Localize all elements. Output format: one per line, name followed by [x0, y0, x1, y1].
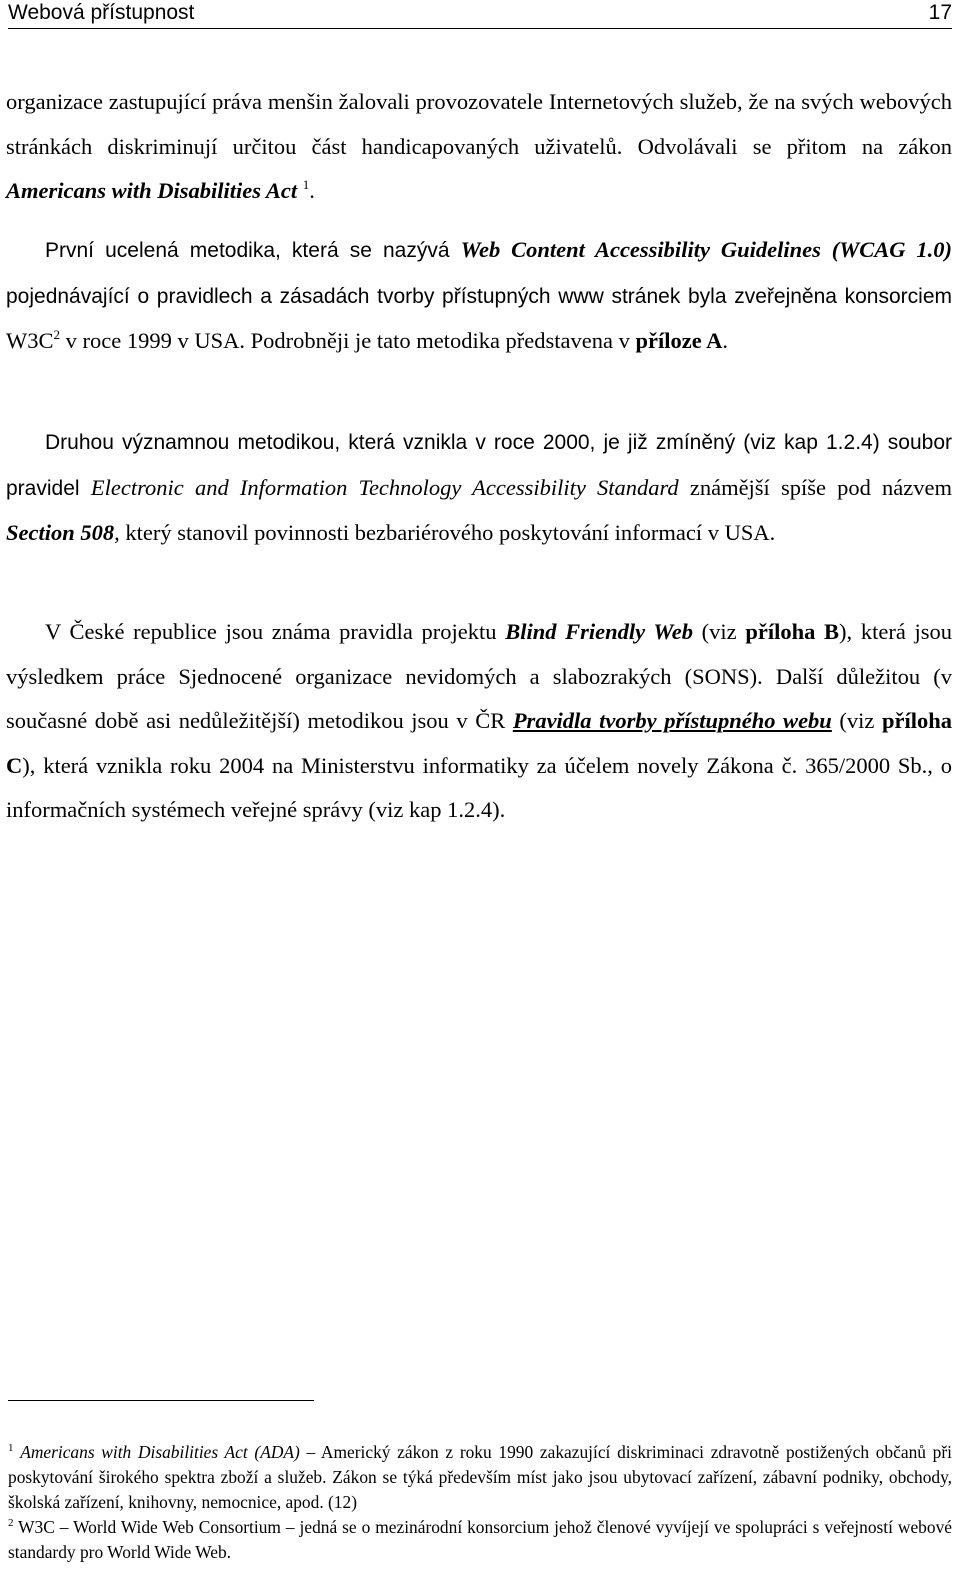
footnote-separator — [8, 1400, 314, 1401]
page-number: 17 — [928, 1, 952, 24]
footnote-1-number: 1 — [8, 1442, 14, 1454]
p4-text-e: ), která jsou výsledkem práce Sjednocené organizace nevidomých a slabozrakých (SONS). Další důležitou (v současné době asi nedůležitější) metodikou jsou v ČR — [6, 619, 952, 733]
p1-text-c: . — [309, 178, 315, 203]
p3-text-e: , který stanovil povinnosti bezbariérového poskytování informací v USA. — [114, 520, 776, 545]
p3-text-c: známější spíše pod názvem — [678, 474, 952, 500]
footnotes — [8, 1440, 952, 1565]
wcag-term: Web Content Accessibility Guidelines (WCAG 1.0) — [460, 237, 953, 262]
footnote-ref-1[interactable]: 1 — [302, 177, 310, 192]
p4-text-g: (viz — [831, 708, 882, 733]
w3c-term: W3C — [6, 328, 54, 353]
p2-text-a: První ucelená metodika, která se nazývá — [45, 239, 461, 262]
footnote-2-number: 2 — [8, 1517, 14, 1529]
pravidla-term: Pravidla tvorby přístupného webu — [512, 708, 832, 733]
appendix-a-link: příloze A — [635, 328, 723, 353]
p4-text-c: (viz — [693, 619, 746, 644]
footnote-2 — [8, 1515, 952, 1565]
p3-text-a: Druhou významnou metodikou, která vznikla v roce 2000, je již zmíněný (viz kap 1.2.4) soubor pravidel — [6, 431, 952, 500]
page-header — [8, 0, 952, 29]
p4-text-i: ), která vznikla roku 2004 na Ministerstvu informatiky za účelem novely Zákona č. 365/2000 Sb., o informačních systémech veřejné správy (viz kap 1.2.4). — [6, 752, 952, 822]
footnote-ref-2[interactable]: 2 — [53, 327, 60, 342]
paragraph-1 — [6, 80, 952, 214]
p2-text-e: v roce 1999 v USA. Podrobněji je tato metodika představena v — [60, 328, 636, 353]
paragraph-4 — [6, 610, 952, 833]
footnote-2-text: – World Wide Web Consortium – jedná se o mezinárodní konsorcium jehož členové vyvíjejí ve spolupráci s veřejností webové standardy pro World Wide Web. — [8, 1517, 952, 1562]
footnote-1 — [8, 1440, 952, 1515]
header-title: Webová přístupnost — [8, 1, 195, 24]
footnote-1-text: – Americký zákon z roku 1990 zakazující diskriminaci zdravotně postižených občanů při poskytování širokého spektra zboží a služeb. Zákon se týká především míst jako jsou ubytovací zařízení, zábavní podniky, obchody, školská zařízení, knihovny, nemocnice, apod. (12) — [8, 1442, 952, 1512]
p2-text-g: . — [722, 328, 728, 353]
eitas-term: Electronic and Information Technology Accessibility Standard — [90, 474, 679, 500]
appendix-b-link: příloha B — [745, 619, 840, 644]
bfw-term: Blind Friendly Web — [505, 619, 693, 644]
p2-text-c: pojednávající o pravidlech a zásadách tvorby přístupných www stránek byla zveřejněna konsorciem — [6, 284, 952, 308]
footnote-2-term: W3C — [18, 1517, 55, 1537]
paragraph-3 — [6, 420, 952, 556]
footnote-1-term: Americans with Disabilities Act (ADA) — [20, 1442, 300, 1462]
section-508-term: Section 508 — [6, 520, 115, 545]
p4-text-a: V České republice jsou známa pravidla projektu — [45, 619, 506, 644]
paragraph-2 — [6, 228, 952, 364]
ada-term: Americans with Disabilities Act — [6, 178, 298, 203]
p1-text-a: organizace zastupující práva menšin žalovali provozovatele Internetových služeb, že na svých webových stránkách diskriminují určitou část handicapovaných uživatelů. Odvolávali se přitom na zákon — [6, 89, 952, 159]
appendix-c-link: příloha C — [6, 708, 952, 778]
